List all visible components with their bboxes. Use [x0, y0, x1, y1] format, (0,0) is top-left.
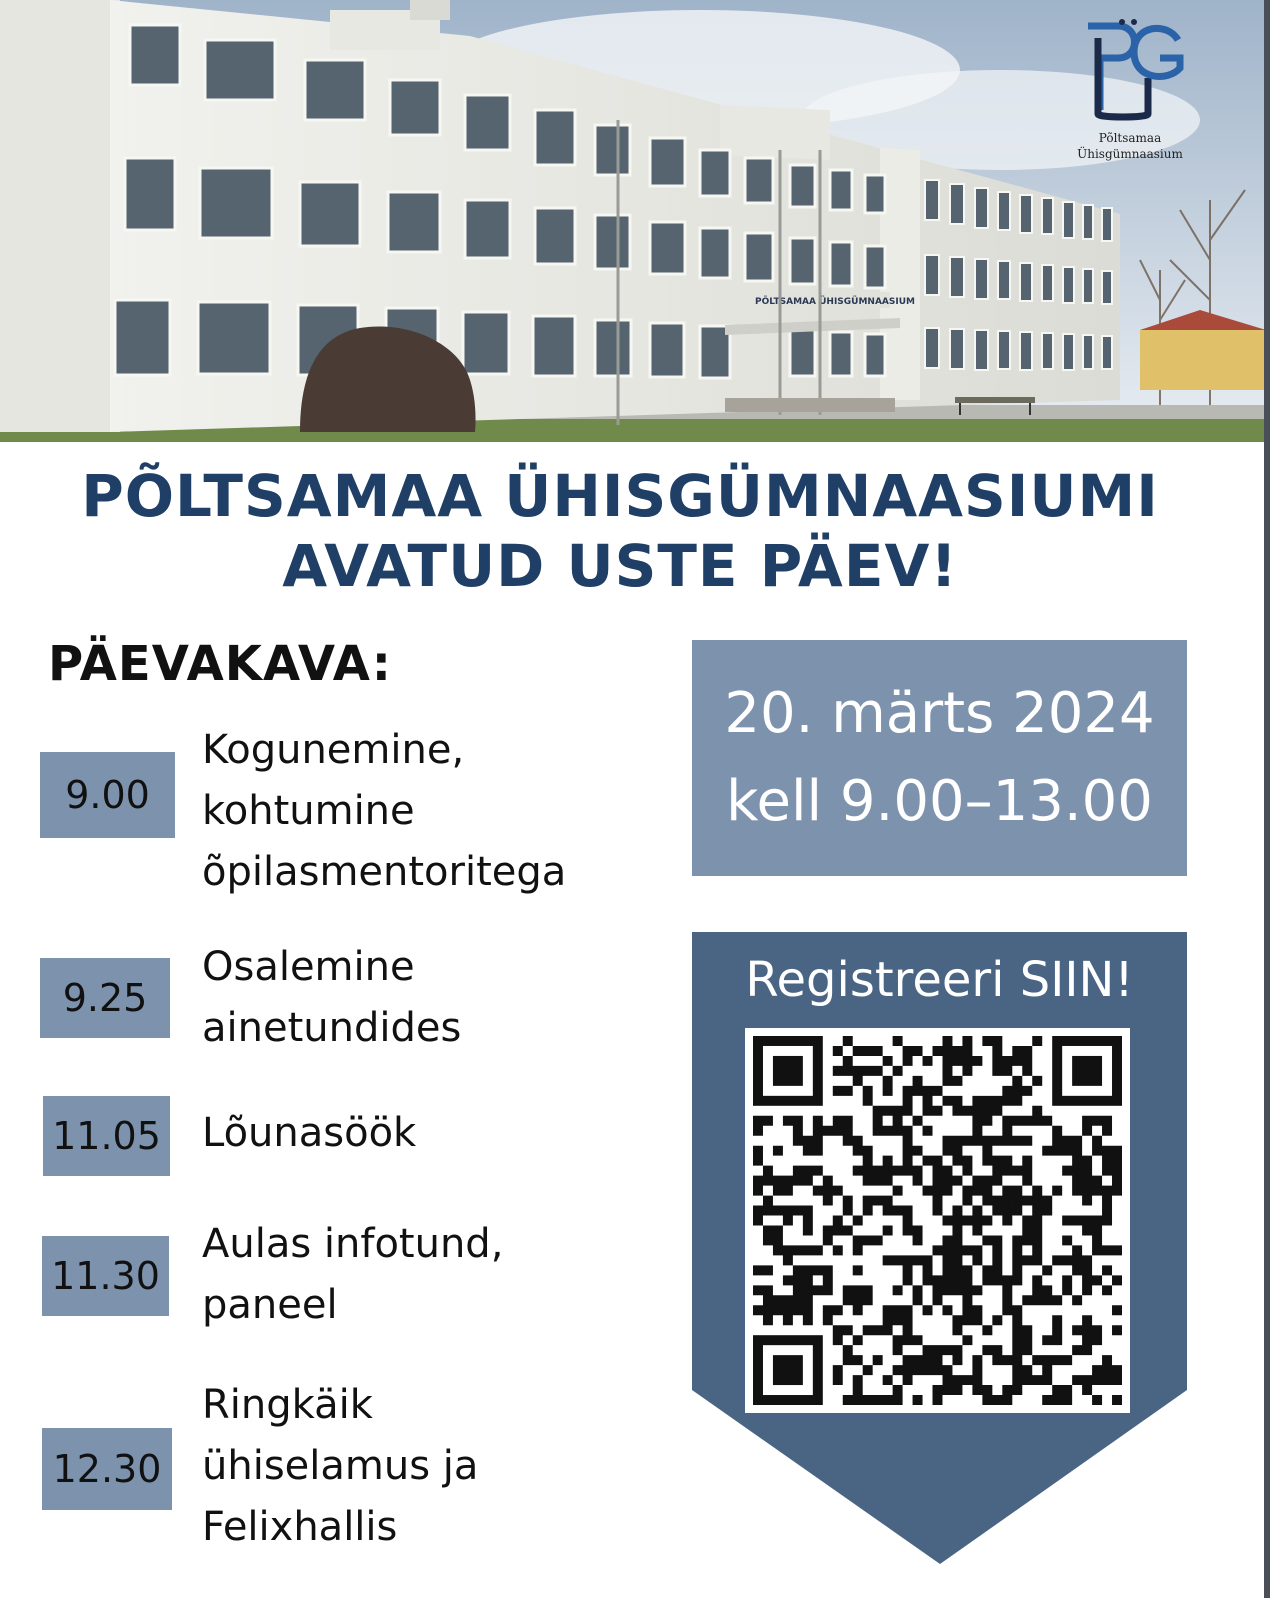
agenda-item-3-line-1: Lõunasöök [202, 1110, 417, 1156]
agenda-time-4: 11.30 [42, 1236, 169, 1316]
agenda-item-4 [202, 1214, 642, 1336]
event-date-box [692, 640, 1187, 876]
logo-text [1060, 130, 1200, 162]
agenda-item-1 [202, 720, 642, 903]
agenda-item-2 [202, 937, 642, 1059]
agenda-time-2: 9.25 [40, 958, 170, 1038]
logo-line-1: Põltsamaa [1098, 131, 1162, 145]
agenda-item-2-line-1: Osalemine [202, 944, 415, 990]
agenda-item-5 [202, 1375, 642, 1558]
title-line-1: PÕLTSAMAA ÜHISGÜMNAASIUMI [81, 462, 1159, 530]
agenda-item-1-line-1: Kogunemine, [202, 727, 465, 773]
event-date: 20. märts 2024 [724, 681, 1155, 746]
logo-monogram-icon [1078, 18, 1188, 123]
agenda-item-5-line-3: Felixhallis [202, 1504, 398, 1550]
school-logo [1060, 18, 1200, 168]
register-label: Registreeri SIIN! [745, 952, 1134, 1008]
agenda-item-4-line-1: Aulas infotund, [202, 1221, 504, 1267]
qr-code-icon [745, 1028, 1130, 1413]
agenda-item-4-line-2: paneel [202, 1282, 338, 1328]
logo-line-2: Ühisgümnaasium [1077, 147, 1183, 161]
agenda-item-1-line-3: õpilasmentoritega [202, 849, 567, 895]
agenda-item-3 [202, 1103, 642, 1164]
registration-qr-code[interactable] [745, 1028, 1130, 1413]
agenda-item-5-line-2: ühiselamus ja [202, 1443, 479, 1489]
agenda-item-2-line-2: ainetundides [202, 1005, 462, 1051]
agenda-item-5-line-1: Ringkäik [202, 1382, 373, 1428]
agenda-item-1-line-2: kohtumine [202, 788, 415, 834]
agenda-time-5: 12.30 [42, 1428, 172, 1510]
agenda-time-1: 9.00 [40, 752, 175, 838]
agenda-heading: PÄEVAKAVA: [48, 636, 392, 692]
event-hours: kell 9.00–13.00 [726, 769, 1153, 834]
title-line-2: AVATUD USTE PÄEV! [282, 532, 958, 600]
agenda-time-3: 11.05 [43, 1096, 170, 1176]
building-sign: PÕLTSAMAA ÜHISGÜMNAASIUM [755, 297, 915, 307]
page-edge [1264, 0, 1270, 1598]
